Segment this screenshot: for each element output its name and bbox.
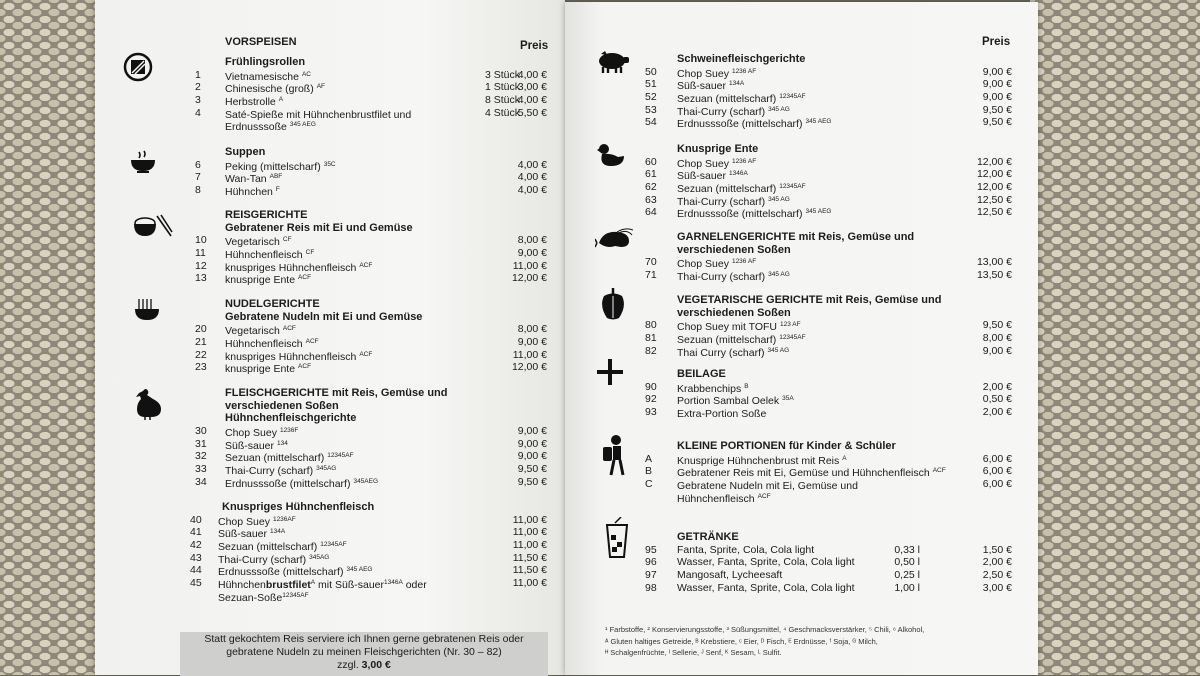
item-price: 11,50 € bbox=[512, 564, 547, 577]
item-price: 3,00 € bbox=[517, 81, 547, 94]
item-number: A bbox=[645, 452, 653, 465]
item-description: Chop Suey $^{1236AF}$ bbox=[218, 515, 296, 528]
item-price: 2,00 € bbox=[982, 406, 1012, 419]
item-description: Thai-Curry (scharf) $^{345 AG}$ bbox=[677, 105, 790, 118]
soup-bowl-icon bbox=[129, 150, 157, 174]
item-number: 90 bbox=[645, 380, 657, 393]
item-price: 8,00 € bbox=[517, 234, 547, 247]
item-description: Sezuan (mittelscharf) $^{12345AF}$ bbox=[218, 541, 347, 554]
section-subtitle: Hühnchenfleischgerichte bbox=[225, 412, 357, 425]
section-title-vorspeisen: VORSPEISEN bbox=[225, 36, 297, 48]
item-price: 9,50 € bbox=[982, 319, 1012, 332]
list-item bbox=[645, 381, 1015, 394]
item-price: 9,50 € bbox=[982, 103, 1012, 116]
item-number: 80 bbox=[645, 319, 657, 332]
item-number: 95 bbox=[645, 543, 657, 556]
item-description: Wasser, Fanta, Sprite, Cola, Cola light bbox=[677, 556, 855, 569]
item-price: 12,50 € bbox=[976, 193, 1012, 206]
item-number: 52 bbox=[645, 91, 657, 104]
section-knuspriges-huehnchen bbox=[190, 501, 550, 603]
list-item bbox=[645, 78, 1015, 91]
item-price: 12,00 € bbox=[511, 361, 547, 374]
item-number: 13 bbox=[195, 272, 207, 285]
item-number: 12 bbox=[195, 259, 207, 272]
list-item bbox=[645, 269, 1015, 282]
item-number: 30 bbox=[195, 425, 207, 438]
item-description: Herbstrolle $^A$ bbox=[225, 96, 284, 109]
item-price: 2,00 € bbox=[982, 556, 1012, 569]
list-item bbox=[195, 463, 550, 476]
item-number: 63 bbox=[645, 193, 657, 206]
item-description: Sezuan (mittelscharf) $^{12345AF}$ bbox=[225, 452, 354, 465]
item-description: knusprige Ente $^{ACF}$ bbox=[225, 274, 312, 287]
item-number: 1 bbox=[195, 68, 201, 81]
pepper-icon bbox=[599, 286, 627, 320]
duck-icon bbox=[597, 142, 625, 168]
item-number: 22 bbox=[195, 348, 207, 361]
section-subtitle: Schweinefleischgerichte bbox=[677, 53, 806, 65]
list-item bbox=[195, 159, 550, 172]
list-item bbox=[645, 181, 1015, 194]
list-item bbox=[645, 569, 1015, 582]
section-title: KLEINE PORTIONEN für Kinder & Schüler bbox=[677, 440, 896, 452]
section-suppen bbox=[195, 146, 550, 197]
section-subtitle: Frühlingsrollen bbox=[225, 56, 306, 68]
item-description: knuspriges Hühnchenfleisch $^{ACF}$ bbox=[225, 350, 373, 363]
item-number: 54 bbox=[645, 116, 657, 129]
item-price: 4,00 € bbox=[517, 184, 547, 197]
list-item bbox=[195, 171, 550, 184]
item-price: 11,00 € bbox=[512, 513, 547, 526]
menu-page-left bbox=[95, 0, 565, 675]
list-item bbox=[190, 514, 550, 527]
item-number: 70 bbox=[645, 256, 657, 269]
item-quantity: 1 Stück bbox=[484, 81, 520, 94]
item-description: Erdnusssoße (mittelscharf) $^{345AEG}$ bbox=[225, 477, 379, 490]
list-item bbox=[645, 544, 1015, 557]
noodle-bowl-icon bbox=[133, 297, 161, 323]
item-quantity: 4 Stück bbox=[484, 106, 520, 119]
list-item bbox=[195, 450, 550, 463]
item-description: Extra-Portion Soße bbox=[677, 408, 767, 421]
price-header: Preis bbox=[982, 36, 1011, 48]
item-price: 9,50 € bbox=[517, 475, 547, 488]
item-price: 9,00 € bbox=[517, 425, 547, 438]
item-description: Süß-sauer $^{134A}$ bbox=[677, 80, 745, 93]
list-item bbox=[195, 349, 550, 362]
item-price: 4,00 € bbox=[517, 171, 547, 184]
item-quantity: 3 Stück bbox=[484, 68, 520, 81]
list-item bbox=[190, 564, 550, 577]
list-item bbox=[645, 156, 1015, 169]
item-number: 23 bbox=[195, 361, 207, 374]
section-title: verschiedenen Soßen bbox=[225, 399, 339, 412]
item-volume: 0,33 l bbox=[894, 543, 920, 556]
list-item bbox=[645, 582, 1015, 595]
item-description: Chop Suey $^{1236 AF}$ bbox=[677, 258, 757, 271]
item-description: Süß-sauer $^{1346A}$ bbox=[677, 170, 748, 183]
item-description: Erdnusssoße (mittelscharf) $^{345 AEG}$ bbox=[218, 566, 373, 579]
list-item bbox=[645, 491, 1015, 504]
item-description: Erdnusssoße (mittelscharf) $^{345 AEG}$ bbox=[677, 208, 832, 221]
item-number: 20 bbox=[195, 323, 207, 336]
item-number: 64 bbox=[645, 206, 657, 219]
section-vegetarisch bbox=[645, 294, 1015, 357]
list-item bbox=[195, 94, 550, 107]
plus-icon bbox=[597, 359, 623, 385]
item-number: 10 bbox=[195, 234, 207, 247]
item-volume: 1,00 l bbox=[894, 581, 920, 594]
item-price: 12,00 € bbox=[511, 272, 547, 285]
item-number: 53 bbox=[645, 103, 657, 116]
section-subtitle: Gebratene Nudeln mit Ei und Gemüse bbox=[225, 310, 423, 323]
list-item bbox=[645, 256, 1015, 269]
item-volume: 0,25 l bbox=[894, 569, 920, 582]
item-description: Thai-Curry (scharf) $^{345AG}$ bbox=[225, 465, 337, 478]
item-description: Thai-Curry (scharf) $^{345AG}$ bbox=[218, 553, 330, 566]
list-item bbox=[195, 323, 550, 336]
item-price: 2,50 € bbox=[982, 569, 1012, 582]
item-description: Chop Suey $^{1236F}$ bbox=[225, 427, 299, 440]
list-item bbox=[195, 107, 550, 120]
section-nudelgerichte bbox=[195, 298, 550, 374]
item-price: 13,00 € bbox=[976, 256, 1012, 269]
rice-bowl-icon bbox=[131, 212, 173, 240]
list-item bbox=[645, 66, 1015, 79]
item-price: 6,00 € bbox=[982, 478, 1012, 491]
item-description: Hühnchen $^F$ bbox=[225, 186, 280, 199]
item-price: 9,00 € bbox=[982, 78, 1012, 91]
footer-note: Statt gekochtem Reis serviere ich Ihnen gerne gebratenen Reis oder gebratene Nudeln zu meinen Fleischgerichten (Nr. 30 – 82) zzgl. 3,00 € bbox=[180, 632, 548, 676]
item-number: 60 bbox=[645, 155, 657, 168]
item-price: 12,00 € bbox=[976, 181, 1012, 194]
list-item bbox=[195, 361, 550, 374]
menu-page-right bbox=[565, 2, 1038, 675]
item-description: Knusprige Hühnchenbrust mit Reis $^A$ bbox=[677, 454, 847, 467]
item-number: 31 bbox=[195, 437, 207, 450]
section-title: verschiedenen Soßen bbox=[677, 243, 791, 256]
item-price: 13,50 € bbox=[976, 269, 1012, 282]
item-number: 93 bbox=[645, 406, 657, 419]
list-item: 45 Hühnchenbrustfilet$^A$ mit Süß-sauer$^{1346A}$ oder 11,00 € bbox=[190, 577, 547, 592]
section-title: GARNELENGERICHTE mit Reis, Gemüse und bbox=[677, 231, 915, 243]
knit-background-right bbox=[1030, 0, 1200, 675]
item-quantity: 8 Stück bbox=[484, 94, 520, 107]
item-price: 9,00 € bbox=[517, 336, 547, 349]
list-item bbox=[195, 336, 550, 349]
item-description: Thai-Curry (scharf) $^{345 AG}$ bbox=[677, 271, 790, 284]
section-title: REISGERICHTE bbox=[225, 209, 308, 221]
list-item bbox=[645, 478, 1015, 491]
knit-background-left bbox=[0, 0, 100, 675]
chicken-icon bbox=[133, 387, 163, 421]
item-number: 97 bbox=[645, 569, 657, 582]
item-description: Sezuan (mittelscharf) $^{12345AF}$ bbox=[677, 93, 806, 106]
item-price: 11,50 € bbox=[512, 551, 547, 564]
section-fleischgerichte bbox=[195, 387, 550, 489]
item-description: Chop Suey $^{1236 AF}$ bbox=[677, 157, 757, 170]
section-title: verschiedenen Soßen bbox=[677, 306, 791, 319]
item-description: Hühnchenfleisch $^{ACF}$ bbox=[677, 492, 771, 505]
item-description: Vietnamesische $^{AC}$ bbox=[225, 70, 311, 83]
item-number: 50 bbox=[645, 65, 657, 78]
item-description: Chinesische (groß) $^{AF}$ bbox=[225, 83, 326, 96]
item-price: 11,00 € bbox=[512, 539, 547, 552]
list-item bbox=[645, 393, 1015, 406]
list-item bbox=[195, 476, 550, 489]
section-title: BEILAGE bbox=[677, 368, 726, 380]
list-item bbox=[645, 453, 1015, 466]
list-item bbox=[645, 345, 1015, 358]
section-subtitle: Gebratener Reis mit Ei und Gemüse bbox=[225, 221, 413, 234]
item-price: 9,00 € bbox=[982, 91, 1012, 104]
item-price: 4,00 € bbox=[517, 158, 547, 171]
item-number: 42 bbox=[190, 539, 202, 552]
list-item bbox=[195, 234, 550, 247]
item-price: 9,00 € bbox=[982, 65, 1012, 78]
pig-icon bbox=[595, 50, 631, 74]
item-description: knuspriges Hühnchenfleisch $^{ACF}$ bbox=[225, 261, 373, 274]
item-number: 61 bbox=[645, 168, 657, 181]
item-number: 71 bbox=[645, 269, 657, 282]
item-description: Chop Suey mit TOFU $^{123 AF}$ bbox=[677, 321, 801, 334]
item-number: 32 bbox=[195, 450, 207, 463]
section-title: NUDELGERICHTE bbox=[225, 298, 320, 310]
item-description: Gebratene Nudeln mit Ei, Gemüse und bbox=[677, 480, 858, 493]
item-description: Hühnchenfleisch $^{ACF}$ bbox=[225, 338, 319, 351]
shrimp-icon bbox=[595, 227, 633, 253]
section-beilage bbox=[645, 368, 1015, 419]
item-description: knusprige Ente $^{ACF}$ bbox=[225, 363, 312, 376]
item-price: 1,50 € bbox=[982, 543, 1012, 556]
section-schwein bbox=[645, 53, 1015, 129]
section-garnelen bbox=[645, 231, 1015, 282]
item-description: Erdnusssoße (mittelscharf) $^{345 AEG}$ bbox=[677, 118, 832, 131]
item-description: Hühnchenfleisch $^{CF}$ bbox=[225, 249, 315, 262]
section-subtitle: Suppen bbox=[225, 146, 266, 158]
item-description: Portion Sambal Oelek $^{35A}$ bbox=[677, 395, 794, 408]
item-price: 6,00 € bbox=[982, 452, 1012, 465]
item-description: Süß-sauer $^{134A}$ bbox=[218, 528, 286, 541]
item-price: 3,00 € bbox=[982, 581, 1012, 594]
item-price: 4,00 € bbox=[517, 94, 547, 107]
item-price: 2,00 € bbox=[982, 380, 1012, 393]
list-item bbox=[645, 556, 1015, 569]
item-description: Thai-Curry (scharf) $^{345 AG}$ bbox=[677, 195, 790, 208]
section-kinder bbox=[645, 440, 1015, 503]
list-item bbox=[190, 552, 550, 565]
item-number: B bbox=[645, 465, 653, 478]
list-item bbox=[645, 465, 1015, 478]
section-title: FLEISCHGERICHTE mit Reis, Gemüse und bbox=[225, 387, 448, 399]
item-price: 9,00 € bbox=[517, 247, 547, 260]
section-reisgerichte bbox=[195, 209, 550, 285]
item-number: 41 bbox=[190, 526, 202, 539]
item-price: 5,50 € bbox=[517, 106, 547, 119]
item-price: 8,00 € bbox=[517, 323, 547, 336]
item-number: 11 bbox=[195, 247, 206, 260]
list-item bbox=[190, 539, 550, 552]
section-fruehlingsrollen bbox=[195, 56, 550, 132]
item-description: Mangosaft, Lycheesaft bbox=[677, 569, 783, 582]
list-item bbox=[195, 119, 550, 132]
item-number: 8 bbox=[195, 184, 201, 197]
item-number: 3 bbox=[195, 94, 201, 107]
item-number: 44 bbox=[190, 564, 202, 577]
item-price: 4,00 € bbox=[517, 68, 547, 81]
item-number: 98 bbox=[645, 581, 657, 594]
item-description: Chop Suey $^{1236 AF}$ bbox=[677, 67, 757, 80]
item-price: 11,00 € bbox=[512, 526, 547, 539]
item-description: Saté-Spieße mit Hühnchenbrustfilet und bbox=[225, 108, 412, 121]
list-item bbox=[645, 194, 1015, 207]
item-description: Peking (mittelscharf) $^{35C}$ bbox=[225, 160, 336, 173]
item-description: Gebratener Reis mit Ei, Gemüse und Hühnchenfleisch $^{ACF}$ bbox=[677, 467, 946, 480]
section-subtitle: Knuspriges Hühnchenfleisch bbox=[222, 501, 375, 513]
item-number: 51 bbox=[645, 78, 657, 91]
item-description: Sezuan (mittelscharf) $^{12345AF}$ bbox=[677, 334, 806, 347]
list-item bbox=[195, 438, 550, 451]
item-price: 8,00 € bbox=[982, 332, 1012, 345]
item-description: Vegetarisch $^{ACF}$ bbox=[225, 325, 296, 338]
price-header: Preis bbox=[520, 40, 549, 52]
item-number: 33 bbox=[195, 463, 207, 476]
item-number: C bbox=[645, 478, 653, 491]
child-backpack-icon bbox=[601, 434, 627, 476]
section-getraenke bbox=[645, 531, 1015, 594]
item-number: 82 bbox=[645, 344, 657, 357]
list-item bbox=[195, 425, 550, 438]
section-title: GETRÄNKE bbox=[677, 531, 739, 543]
item-number: 34 bbox=[195, 475, 207, 488]
item-volume: 0,50 l bbox=[894, 556, 920, 569]
item-description: Erdnusssoße $^{345 AEG}$ bbox=[225, 121, 316, 134]
item-description: Wasser, Fanta, Sprite, Cola, Cola light bbox=[677, 581, 855, 594]
item-number: 6 bbox=[195, 158, 201, 171]
item-description: Süß-sauer $^{134}$ bbox=[225, 439, 288, 452]
item-description: Vegetarisch $^{CF}$ bbox=[225, 236, 292, 249]
item-number: 96 bbox=[645, 556, 657, 569]
list-item bbox=[195, 81, 550, 94]
list-item bbox=[645, 91, 1015, 104]
item-number: 81 bbox=[645, 332, 657, 345]
list-item bbox=[195, 260, 550, 273]
list-item bbox=[195, 247, 550, 260]
item-description: Thai Curry (scharf) $^{345 AG}$ bbox=[677, 346, 790, 359]
item-price: 11,00 € bbox=[512, 259, 547, 272]
item-number: 92 bbox=[645, 393, 657, 406]
item-number: 40 bbox=[190, 513, 202, 526]
section-title: VEGETARISCHE GERICHTE mit Reis, Gemüse und bbox=[677, 294, 942, 306]
item-price: 9,50 € bbox=[982, 116, 1012, 129]
item-price: 12,00 € bbox=[976, 155, 1012, 168]
chopsticks-icon bbox=[123, 52, 153, 82]
item-description: Sezuan (mittelscharf) $^{12345AF}$ bbox=[677, 183, 806, 196]
section-ente bbox=[645, 143, 1015, 219]
allergen-footnotes: ¹ Farbstoffe, ² Konservierungsstoffe, ³ Süßungsmittel, ⁴ Geschmacksverstärker, ⁵ Chili, ⁶ Alkohol, ᴬ Gluten haltiges Getreide, ᴮ Krebstiere, ᶜ Eier, ᴰ Fisch, ᴱ Erdnüsse, ᶠ Soja, ᴳ Milch, ᴴ Schalgenfrüchte, ᴵ Sellerie, ᴶ Senf, ᴷ Sesam, ᴸ Sulfit. bbox=[605, 625, 925, 657]
item-price: 9,00 € bbox=[517, 437, 547, 450]
list-item bbox=[195, 272, 550, 285]
item-price: 12,00 € bbox=[976, 168, 1012, 181]
list-item bbox=[645, 116, 1015, 129]
item-price: 0,50 € bbox=[982, 393, 1012, 406]
list-item bbox=[645, 206, 1015, 219]
list-item bbox=[645, 104, 1015, 117]
item-number: 43 bbox=[190, 551, 202, 564]
item-price: 11,00 € bbox=[512, 348, 547, 361]
item-description: Fanta, Sprite, Cola, Cola light bbox=[677, 543, 815, 556]
item-number: 21 bbox=[195, 336, 207, 349]
list-item bbox=[190, 526, 550, 539]
item-price: 9,00 € bbox=[517, 450, 547, 463]
list-item bbox=[645, 332, 1015, 345]
drink-glass-icon bbox=[605, 517, 629, 559]
item-number: 7 bbox=[195, 171, 201, 184]
list-item bbox=[645, 406, 1015, 419]
item-description: Krabbenchips $^B$ bbox=[677, 382, 749, 395]
item-price: 9,00 € bbox=[982, 344, 1012, 357]
item-price: 9,50 € bbox=[517, 463, 547, 476]
item-price: 12,50 € bbox=[976, 206, 1012, 219]
item-number: 62 bbox=[645, 181, 657, 194]
item-number: 4 bbox=[195, 106, 201, 119]
list-item: Sezuan-Soße$^{12345AF}$ bbox=[218, 591, 309, 604]
list-item bbox=[195, 69, 550, 82]
list-item bbox=[195, 184, 550, 197]
item-number: 2 bbox=[195, 81, 201, 94]
item-description: Wan-Tan $^{ABF}$ bbox=[225, 173, 283, 186]
list-item bbox=[645, 319, 1015, 332]
section-subtitle: Knusprige Ente bbox=[677, 143, 759, 155]
item-price: 6,00 € bbox=[982, 465, 1012, 478]
list-item bbox=[645, 168, 1015, 181]
